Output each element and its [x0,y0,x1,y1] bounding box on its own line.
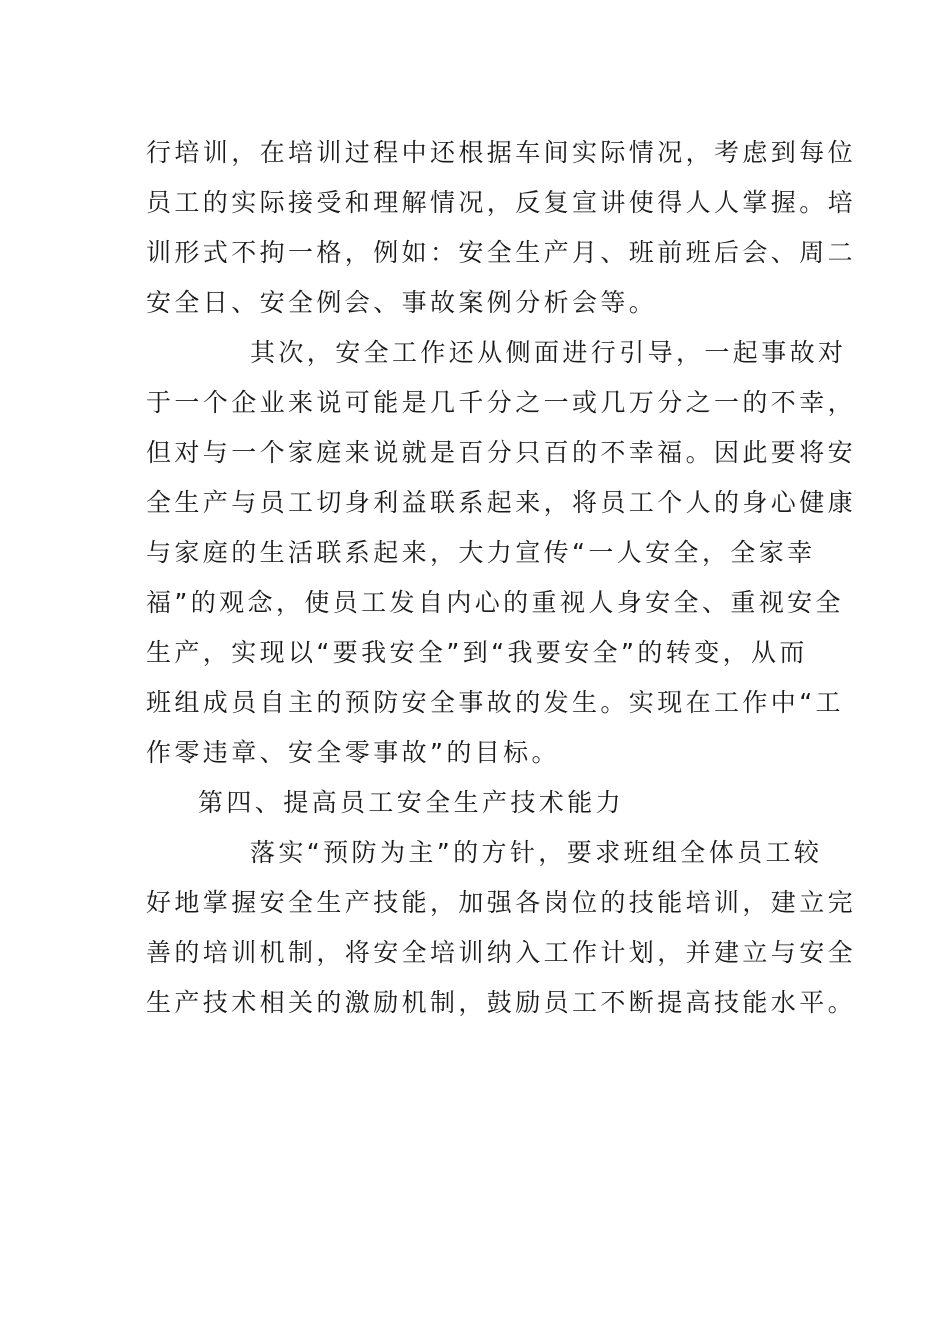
text-line: 安全日、安全例会、事故案例分析会等。 [146,288,658,317]
text-line: 员工的实际接受和理解情况，反复宣讲使得人人掌握。培 [146,188,857,217]
text-line: 好地掌握安全生产技能，加强各岗位的技能培训，建立完 [146,888,857,917]
paragraph-skills [146,828,857,1028]
text-line: 落实“预防为主”的方针，要求班组全体员工较 [250,838,823,867]
text-line: 与家庭的生活联系起来，大力宣传“一人安全，全家幸 [146,538,816,567]
document-body [146,128,857,1028]
text-line: 训形式不拘一格，例如：安全生产月、班前班后会、周二 [146,238,857,267]
text-line: 于一个企业来说可能是几千分之一或几万分之一的不幸， [146,388,857,417]
text-line: 其次，安全工作还从侧面进行引导，一起事故对 [250,338,847,367]
paragraph-training-continuation [146,128,857,328]
text-line: 善的培训机制，将安全培训纳入工作计划，并建立与安全 [146,938,857,967]
text-line: 全生产与员工切身利益联系起来，将员工个人的身心健康 [146,488,857,517]
text-line: 福”的观念，使员工发自内心的重视人身安全、重视安全 [146,588,844,617]
text-line: 行培训，在培训过程中还根据车间实际情况，考虑到每位 [146,138,857,167]
heading-line: 第四、提高员工安全生产技术能力 [198,788,625,817]
text-line: 作零违章、安全零事故”的目标。 [146,738,560,767]
text-line: 班组成员自主的预防安全事故的发生。实现在工作中“工 [146,688,844,717]
paragraph-guidance [146,328,857,778]
text-line: 但对与一个家庭来说就是百分只百的不幸福。因此要将安 [146,438,857,467]
text-line: 生产技术相关的激励机制，鼓励员工不断提高技能水平。 [146,988,857,1017]
text-line: 生产，实现以“要我安全”到“我要安全”的转变，从而 [146,638,808,667]
section-heading [146,778,806,828]
